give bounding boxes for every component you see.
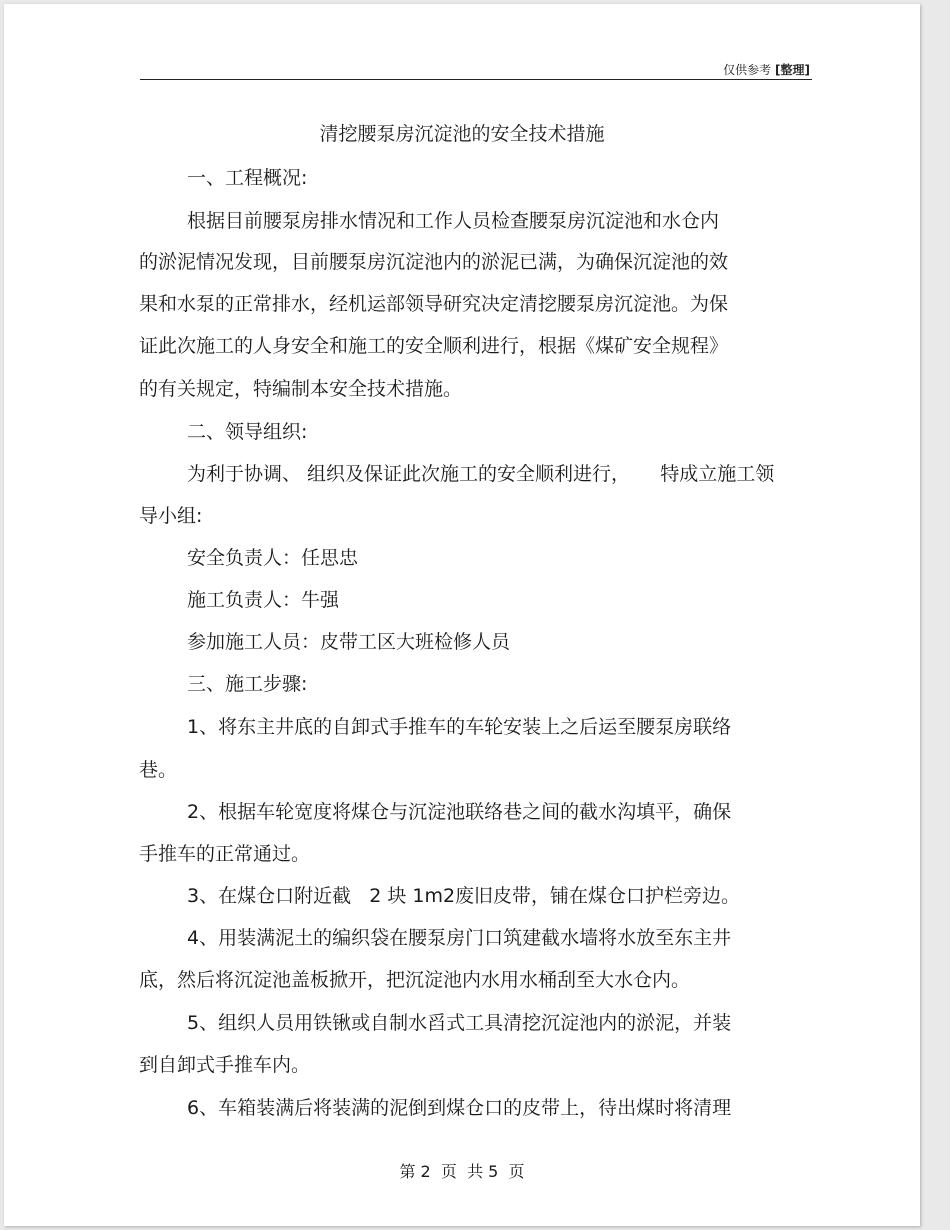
paragraph-line: 1、将东主井底的自卸式手推车的车轮安装上之后运至腰泵房联络 [187,716,732,738]
paragraph-line: 6、车箱装满后将装满的泥倒到煤仓口的皮带上，待出煤时将清理 [187,1097,732,1119]
header-tag: [整理] [775,63,810,77]
section-heading: 一、工程概况: [187,167,308,189]
paragraph-line: 根据目前腰泵房排水情况和工作人员检查腰泵房沉淀池和水仓内 [187,210,720,232]
paragraph-line: 为利于协调、 组织及保证此次施工的安全顺利进行， 特成立施工领 [187,463,775,485]
paragraph-line: 的淤泥情况发现，目前腰泵房沉淀池内的淤泥已满，为确保沉淀池的效 [139,251,729,273]
paragraph-line: 巷。 [139,759,178,781]
paragraph-line: 4、用装满泥土的编织袋在腰泵房门口筑建截水墙将水放至东主井 [187,927,732,949]
paragraph-line: 果和水泵的正常排水，经机运部领导研究决定清挖腰泵房沉淀池。为保 [139,293,729,315]
paragraph-line: 导小组: [139,505,203,527]
paragraph-line: 到自卸式手推车内。 [139,1054,311,1076]
paragraph-line: 安全负责人：任思忠 [187,547,359,569]
paragraph-line: 底，然后将沉淀池盖板掀开，把沉淀池内水用水桶刮至大水仓内。 [139,969,691,991]
paragraph-line: 参加施工人员：皮带工区大班检修人员 [187,631,511,653]
document-title: 清挖腰泵房沉淀池的安全技术措施 [319,123,605,145]
document-page [4,4,920,1226]
header-rule [140,79,812,80]
header-prefix: 仅供参考 [723,63,772,77]
paragraph-line: 的有关规定，特编制本安全技术措施。 [139,378,463,400]
page-header [723,61,810,78]
paragraph-line: 5、组织人员用铁锹或自制水舀式工具清挖沉淀池内的淤泥，并装 [187,1012,732,1034]
paragraph-line: 施工负责人：牛强 [187,589,340,611]
paragraph-line: 3、在煤仓口附近截 2 块 1m2废旧皮带，铺在煤仓口护栏旁边。 [187,885,741,907]
paragraph-line: 证此次施工的人身安全和施工的安全顺利进行，根据《煤矿安全规程》 [139,335,729,357]
section-heading: 三、施工步骤: [187,673,308,695]
section-heading: 二、领导组织: [187,421,308,443]
paragraph-line: 2、根据车轮宽度将煤仓与沉淀池联络巷之间的截水沟填平，确保 [187,801,732,823]
paragraph-line: 手推车的正常通过。 [139,843,311,865]
page-footer: 第 2 页 共 5 页 [399,1162,525,1181]
